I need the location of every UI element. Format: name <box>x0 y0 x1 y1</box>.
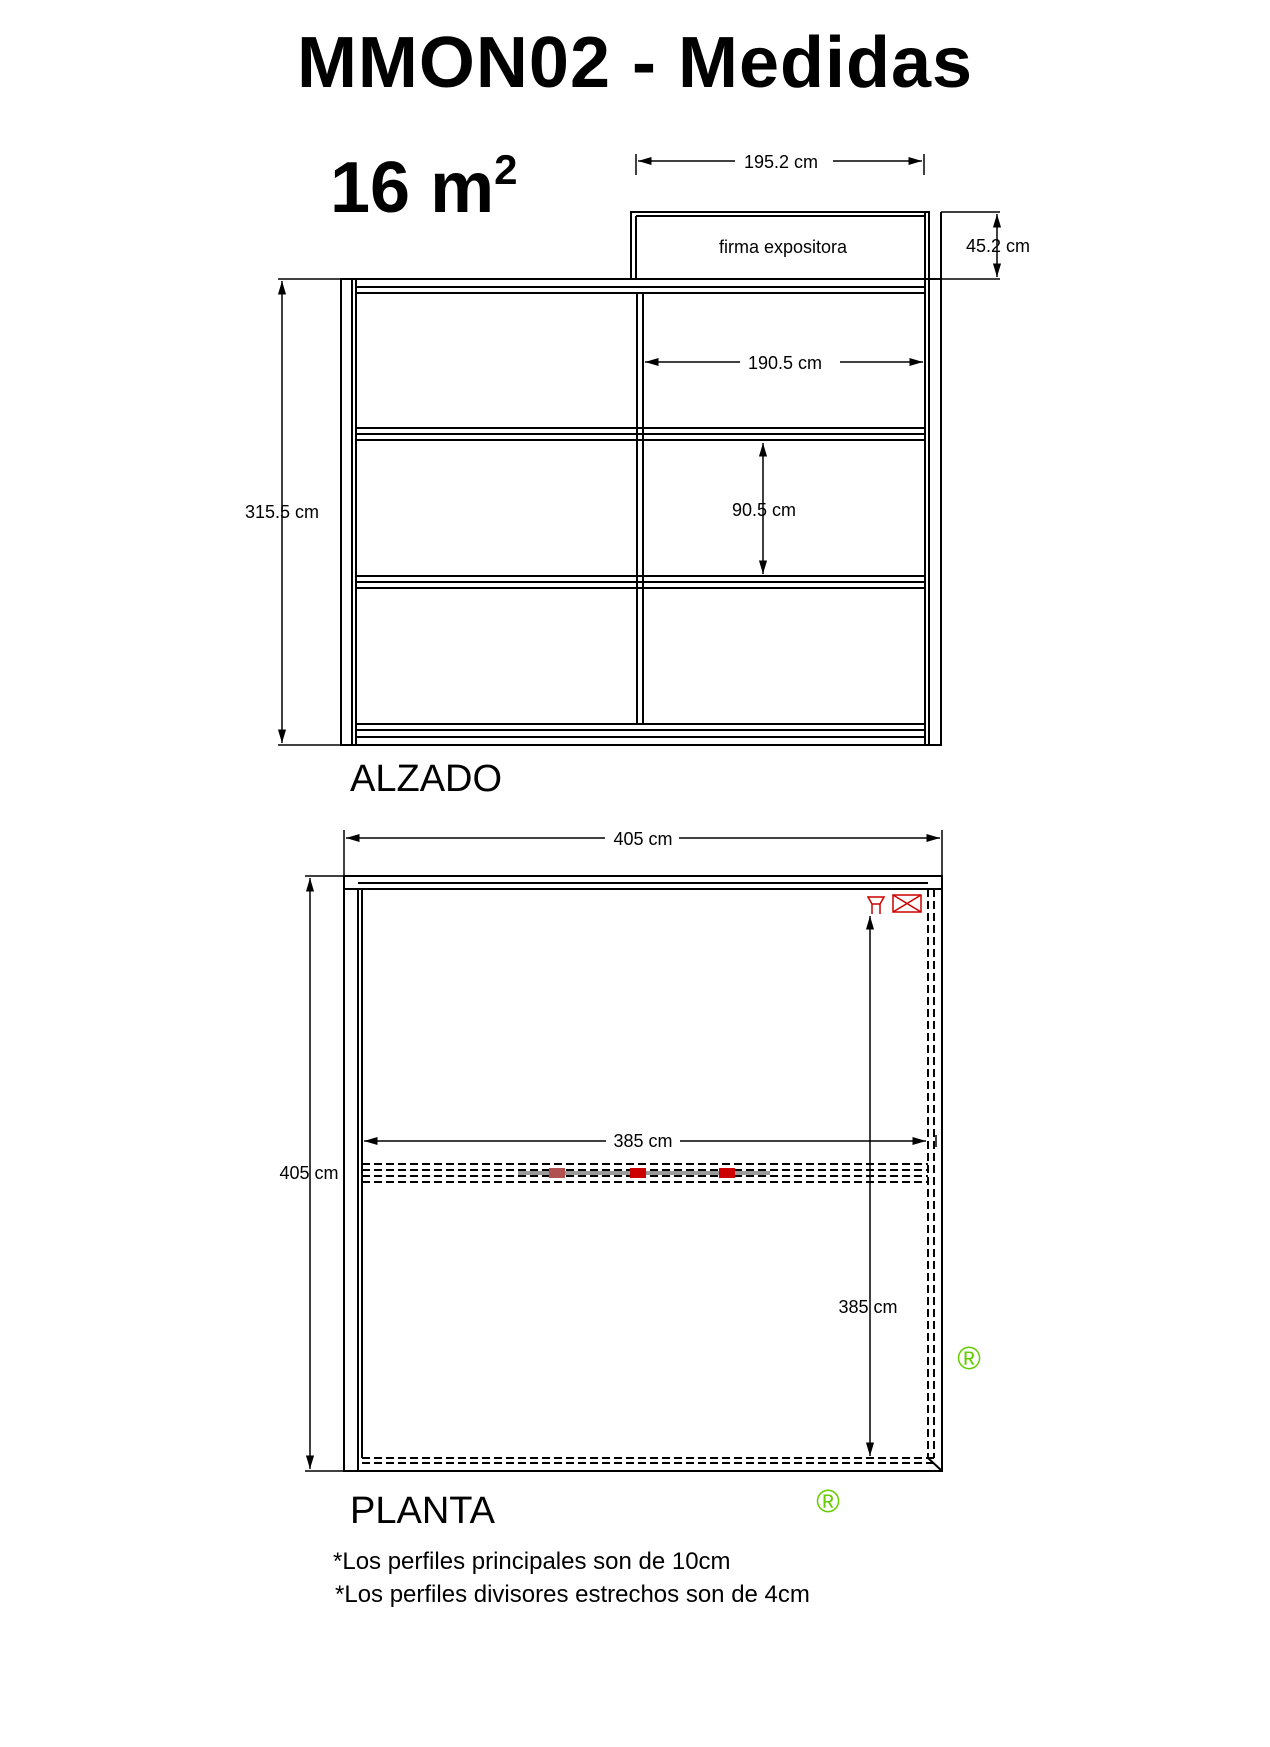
elevation-dimensions <box>278 154 1000 745</box>
area-superscript: 2 <box>494 146 518 193</box>
elevation-frame <box>341 279 941 745</box>
page-title: MMON02 - Medidas <box>296 23 974 103</box>
dim-outer-width: 405 cm <box>613 829 673 849</box>
dim-sign-width: 195.2 cm <box>743 152 819 172</box>
registered-mark-icon: ® <box>816 1483 840 1519</box>
lamp-2 <box>630 1168 646 1178</box>
dim-sign-height: 45.2 cm <box>965 236 1031 256</box>
electrical-panel-icon <box>893 895 921 912</box>
electrical-symbols <box>868 895 921 914</box>
dim-inner-depth: 385 cm <box>838 1297 898 1317</box>
dim-outer-depth: 405 cm <box>279 1163 339 1183</box>
sign-label: firma expositora <box>718 237 848 257</box>
dim-inner-width: 385 cm <box>613 1131 673 1151</box>
elevation-view <box>341 212 941 745</box>
socket-icon <box>868 897 884 914</box>
plan-dimension-texts <box>279 828 897 1317</box>
dim-module-height: 90.5 cm <box>731 500 797 520</box>
lamp-3 <box>719 1168 735 1178</box>
elevation-label: ALZADO <box>350 758 503 800</box>
dim-total-height: 315.5 cm <box>244 502 320 522</box>
registered-marks <box>816 1340 981 1519</box>
lamp-rail <box>518 1168 770 1178</box>
note-main-profiles: *Los perfiles principales son de 10cm <box>333 1548 731 1575</box>
plan-label: PLANTA <box>350 1490 496 1532</box>
area-value: 16 m <box>330 148 495 228</box>
note-divider-profiles: *Los perfiles divisores estrechos son de 4cm <box>335 1581 810 1608</box>
dim-module-width: 190.5 cm <box>747 353 823 373</box>
registered-mark-icon: ® <box>957 1340 981 1376</box>
lamp-1 <box>549 1168 565 1178</box>
